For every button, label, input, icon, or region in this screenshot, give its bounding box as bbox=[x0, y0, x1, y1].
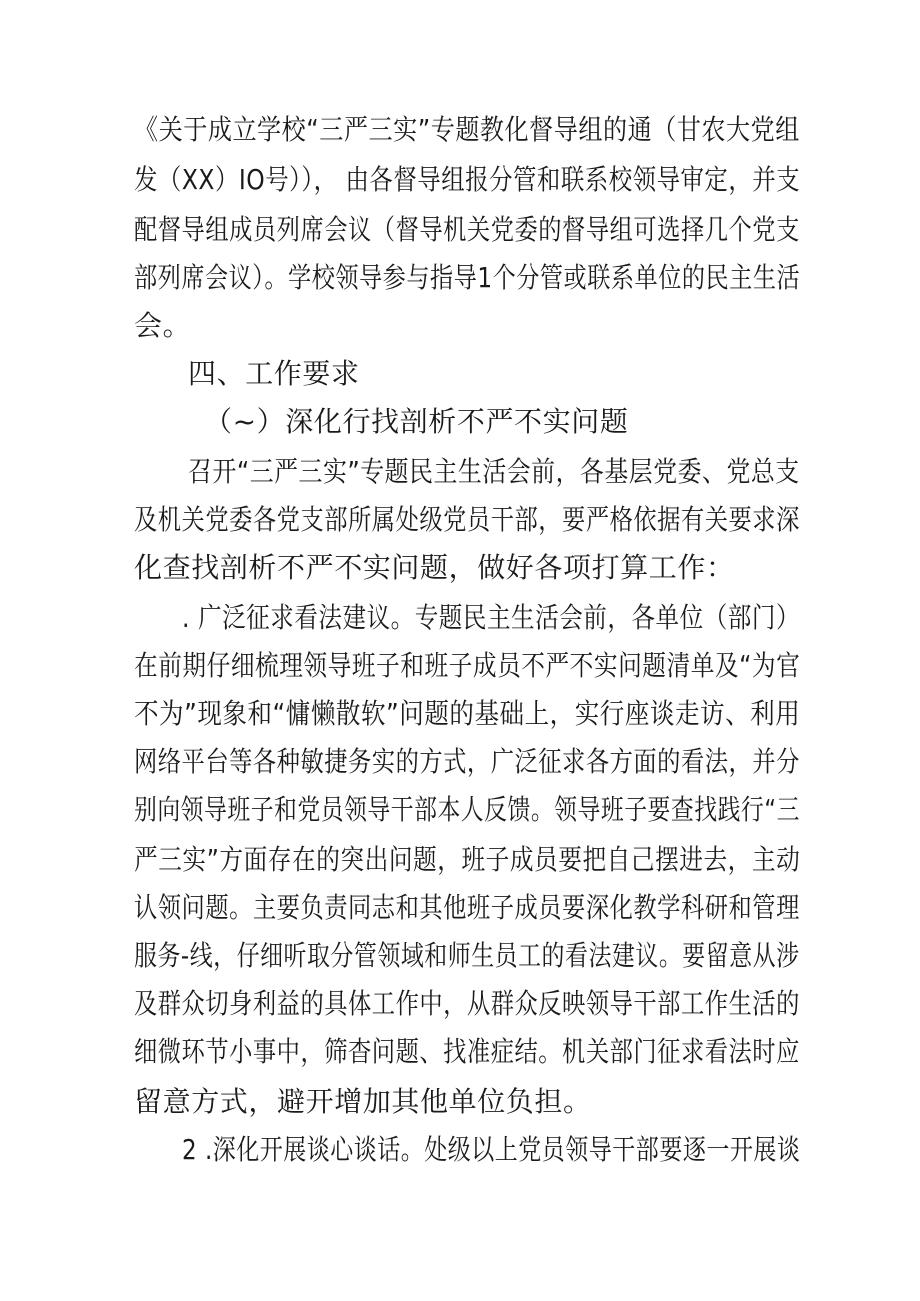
text-line: 留意方式，避开增加其他单位负担。 bbox=[134, 1085, 592, 1118]
section-heading: 四、工作要求 bbox=[188, 357, 360, 390]
text-line: 细微环节小事中，筛杳问题、找准症结。机关部门征求看法时应 bbox=[134, 1035, 800, 1068]
text-line: 及机关党委各党支部所属处级党员干部，要严格依据有关要求深 bbox=[134, 503, 800, 536]
text-line: 在前期仔细梳理领导班子和班子成员不严不实问题清单及“为官 bbox=[134, 649, 801, 682]
text-line: 网络平台等各种敏捷务实的方式，广泛征求各方面的看法，并分 bbox=[134, 745, 800, 778]
text-line: 认领问题。主要负责同志和其他班子成员要深化教学科研和管理 bbox=[134, 891, 800, 924]
subsection-heading: （~）深化行找剖析不严不实问题 bbox=[204, 405, 629, 438]
text-line: 及群众切身利益的具体工作中，从群众反映领导干部工作生活的 bbox=[134, 987, 800, 1020]
list-item-heading: 2 .深化开展谈心谈话。处级以上党员领导干部要逐一开展谈 bbox=[182, 1133, 801, 1166]
text-line: 部列席会议）。学校领导参与指导1个分管或联系单位的民主生活 bbox=[134, 261, 801, 294]
text-line: 不为”现象和“慵懒散软”问题的基础上，实行座谈走访、利用 bbox=[134, 697, 801, 730]
text-line: 《关于成立学校“三严三实”专题教化督导组的通（甘农大党组 bbox=[134, 113, 800, 146]
text-line: 发（XX）IO号））， 由各督导组报分管和联系校领导审定，并支 bbox=[134, 163, 801, 196]
text-line: 别向领导班子和党员领导干部本人反馈。领导班子要查找践行“三 bbox=[134, 793, 800, 826]
list-item-heading: . 广泛征求看法建议。专题民主生活会前，各单位（部门） bbox=[182, 601, 801, 634]
text-line: 会。 bbox=[134, 309, 192, 342]
text-line: 服务-线，仔细听取分管领域和师生员工的看法建议。要留意从涉 bbox=[134, 939, 800, 972]
text-line: 召开“三严三实”专题民主生活会前，各基层党委、党总支 bbox=[188, 455, 800, 488]
text-line: 化查找剖析不严不实问题，做好各项打算工作： bbox=[134, 551, 735, 584]
text-line: 严三实”方面存在的突出问题，班子成员要把自己摆进去，主动 bbox=[134, 843, 801, 876]
text-line: 配督导组成员列席会议（督导机关党委的督导组可选择几个党支 bbox=[134, 213, 800, 246]
